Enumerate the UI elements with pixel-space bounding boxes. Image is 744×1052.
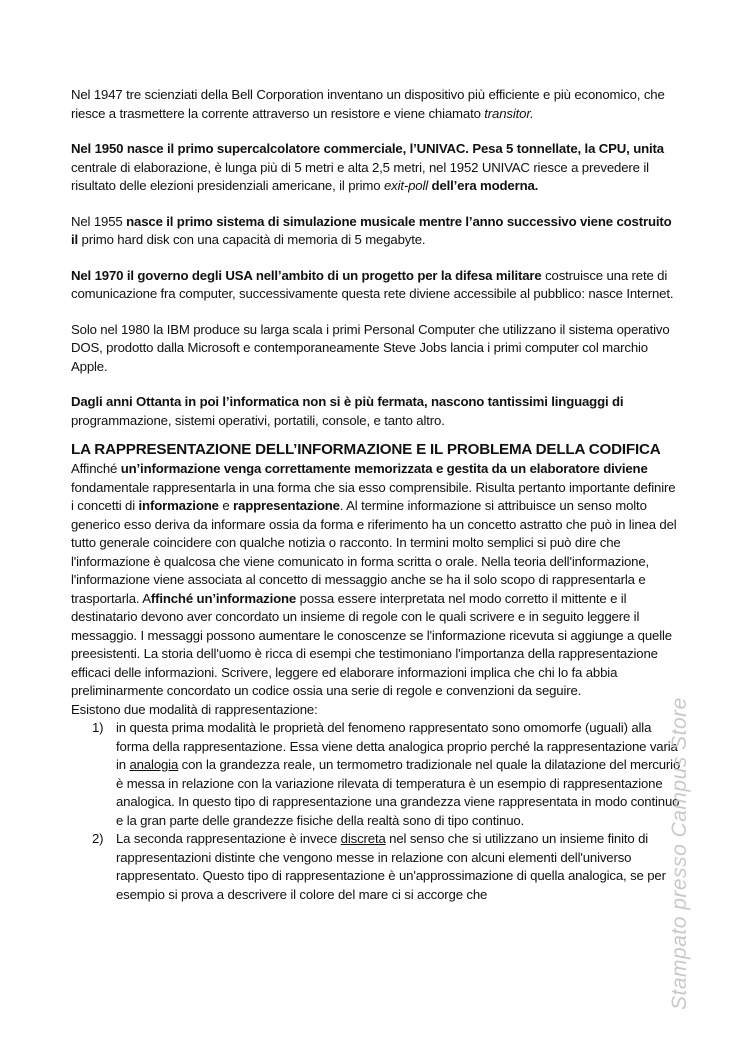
- modalities-list: [71, 719, 681, 904]
- italic-text: exit-poll: [383, 178, 429, 193]
- paragraph-1970: [71, 267, 681, 304]
- bold-text: informazione: [138, 498, 219, 513]
- modalities-intro: Esistono due modalità di rappresentazione:: [71, 701, 318, 717]
- text: . Al termine informazione si attribuisce un senso molto generico esso deriva da informare ossia da forma e riferimento ha un concetto astratto che può in linea del tutto generale coincidere con qualche notizia o racconto. In termini molto semplici si può dire che l'informazione è qualcosa che viene comunicato in forma scritta o orale. Nella teoria dell'informazione, l'informazione viene associata al concetto di messaggio anche se ha il solo scopo di rappresentarla e trasportarla. A: [71, 498, 677, 606]
- bold-text: nasce il primo sistema di simulazione musicale mentre l’anno successivo viene costruito il: [71, 213, 672, 247]
- bold-text: Nel 1950 nasce il primo supercalcolatore commerciale, l’UNIVAC. Pesa 5 tonnellate, la CPU, unita: [71, 141, 664, 156]
- bold-text: Dagli anni Ottanta in poi l’informatica non si è più fermata, nascono tantissimi linguaggi di: [71, 394, 624, 409]
- list-item: [71, 830, 681, 904]
- text: Nel 1947 tre scienziati della Bell Corporation inventano un dispositivo più efficiente e più economico, che riesce a trasmettere la corrente attraverso un resistore e viene chiamato: [71, 87, 665, 121]
- text: possa essere interpretata nel modo corretto il mittente e il destinatario devono aver concordato un insieme di regole con le quali scrivere e in seguito leggere il messaggio. I messaggi possono aumentare le conoscenze se l'informazione ricevuta si aggiunge a quelle preesistenti. La storia dell'uomo è ricca di esempi che testimoniano l'importanza della rappresentazione efficaci delle informazioni. Scrivere, leggere ed elaborare informazioni implica che chi lo fa abbia preliminarmente concordato un codice ossia una serie di regole e convenzioni da seguire.: [71, 590, 672, 698]
- paragraph-1980: [71, 321, 681, 377]
- underlined-text: discreta: [340, 831, 386, 846]
- text: in questa prima modalità le proprietà del fenomeno rappresentato sono omomorfe (uguali) alla forma della rappresentazione. Essa viene detta analogica proprio perché la rappresentazione varia in: [116, 720, 678, 772]
- bold-text: ffinché un’informazione: [150, 590, 297, 606]
- section-body: [71, 460, 681, 701]
- paragraph-ottanta: [71, 393, 681, 430]
- text: fondamentale rappresentarla in una forma che sia esso comprensibile. Risulta pertanto importante definire i concetti di: [71, 479, 676, 513]
- text: Affinché: [71, 461, 121, 476]
- text: e: [218, 498, 234, 513]
- text: nel senso che si utilizzano un insieme finito di rappresentazioni distinte che vengono messe in relazione con alcuni elementi dell'universo rappresentato. Questo tipo di rappresentazione è un'approssimazione di quella analogica, se per esempio si prova a descrivere il colore del mare ci si accorge che: [116, 831, 666, 902]
- bold-text: un’informazione venga correttamente memorizzata e gestita da un elaboratore diviene: [120, 461, 648, 476]
- section-heading: LA RAPPRESENTAZIONE DELL’INFORMAZIONE E IL PROBLEMA DELLA CODIFICA: [71, 441, 661, 458]
- list-number: 2): [92, 831, 104, 846]
- document-page: [71, 86, 681, 904]
- text: costruisce una rete di comunicazione fra computer, successivamente questa rete diviene accessibile al pubblico: nasce Internet.: [71, 267, 674, 301]
- list-item: [71, 719, 681, 830]
- italic-text: transitor.: [484, 105, 534, 121]
- text: con la grandezza reale, un termometro tradizionale nel quale la dilatazione del mercurio è messa in relazione con la variazione rilevata di temperatura è un esempio di rappresentazione analogica. In questo tipo di rappresentazione una grandezza viene rappresentata in modo continuo e la gran parte delle grandezze fisiche della realtà sono di tipo continuo.: [116, 757, 681, 828]
- text: Nel 1955: [71, 213, 127, 229]
- paragraph-1955: [71, 213, 681, 250]
- text: centrale di elaborazione, è lunga più di 5 metri e alta 2,5 metri, nel 1952 UNIVAC riesce a prevedere il risultato delle elezioni presidenziali americane, il primo: [71, 159, 649, 193]
- paragraph-1950: [71, 140, 681, 196]
- paragraph-1947: [71, 86, 681, 123]
- bold-text: rappresentazione: [233, 498, 340, 513]
- text: programmazione, sistemi operativi, portatili, console, e tanto altro.: [71, 412, 445, 428]
- underlined-text: analogia: [129, 757, 179, 772]
- text: primo hard disk con una capacità di memoria di 5 megabyte.: [78, 232, 426, 247]
- bold-text: dell’era moderna.: [428, 178, 539, 193]
- watermark: Stampato presso Campus Store: [668, 697, 691, 1010]
- text: Solo nel 1980 la IBM produce su larga scala i primi Personal Computer che utilizzano il sistema operativo DOS, prodotto dalla Microsoft e contemporaneamente Steve Jobs lancia i primi computer col marchio Apple.: [71, 321, 670, 374]
- list-number: 1): [92, 720, 104, 735]
- bold-text: Nel 1970 il governo degli USA nell’ambito di un progetto per la difesa militare: [71, 267, 542, 283]
- text: La seconda rappresentazione è invece: [116, 831, 341, 846]
